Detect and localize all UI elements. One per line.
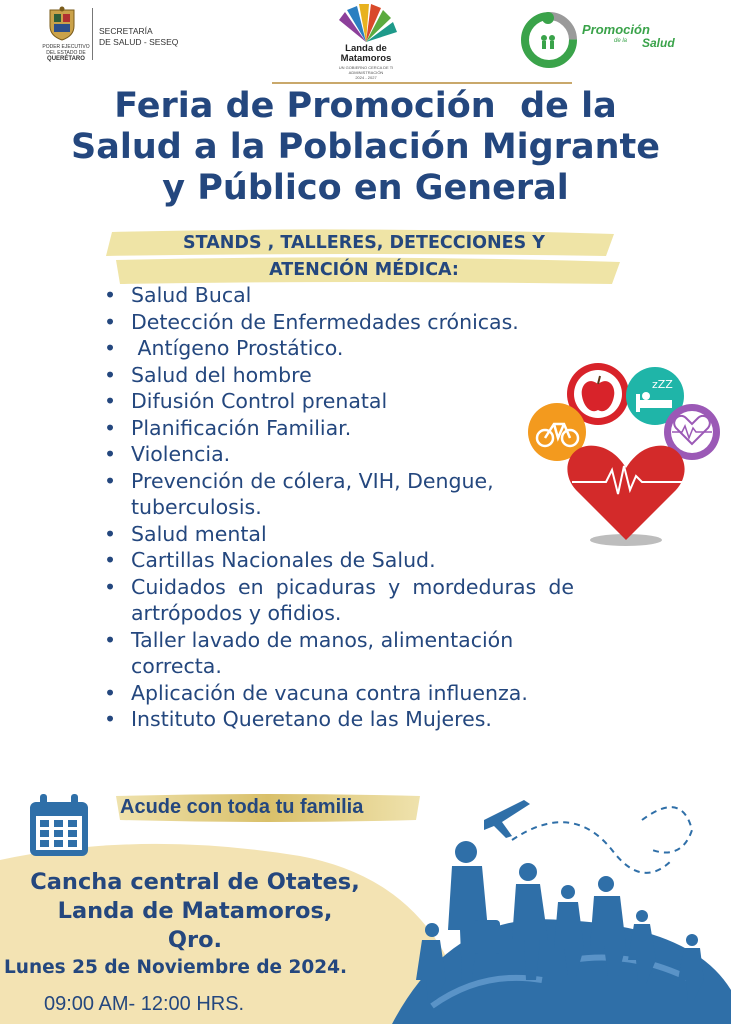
list-item: • Instituto Queretano de las Mujeres. — [104, 706, 574, 733]
subtitle-line1: STANDS , TALLERES, DETECCIONES Y — [183, 233, 545, 253]
location-line2: Landa de Matamoros, — [57, 898, 333, 924]
heart-icon — [567, 446, 684, 546]
administration-label: ADMINISTRACIÓN — [348, 70, 384, 75]
municipality-line2: Matamoros — [340, 53, 392, 64]
svg-text:zZZ: zZZ — [652, 378, 673, 391]
state-name: QUERÉTARO — [47, 56, 85, 62]
program-word2: de la — [614, 38, 628, 44]
title-line3: y Público en General — [162, 168, 569, 208]
call-to-action: Acude con toda tu familia — [120, 796, 364, 818]
list-item: • Aplicación de vacuna contra influenza. — [104, 680, 574, 707]
list-item: • Detección de Enfermedades crónicas. — [104, 309, 574, 336]
health-icons-cluster — [524, 362, 724, 548]
event-hours: 09:00 AM- 12:00 HRS. — [44, 993, 245, 1015]
administration-years: 2024 - 2027 — [355, 75, 377, 80]
state-seal-line: DEL ESTADO DE — [46, 50, 86, 56]
list-item: • Planificación Familiar. — [104, 415, 574, 442]
title-line2: Salud a la Población Migrante — [71, 127, 660, 167]
municipality-name — [318, 44, 414, 64]
program-word3: Salud — [642, 36, 675, 50]
health-promotion-logo-icon — [518, 8, 580, 68]
migrant-family-illustration — [392, 780, 731, 1024]
list-item: • Antígeno Prostático. — [104, 335, 574, 362]
calendar-icon — [28, 794, 90, 858]
event-location — [0, 868, 390, 955]
header-rule — [272, 82, 572, 84]
page-title — [0, 86, 731, 209]
list-item: • Salud del hombre — [104, 362, 574, 389]
logo-divider — [92, 8, 93, 60]
list-item: • Taller lavado de manos, alimentación correcta. — [104, 627, 574, 680]
location-line1: Cancha central de Otates, — [30, 869, 360, 895]
services-list — [104, 282, 574, 733]
state-seal-line: PODER EJECUTIVO — [42, 44, 90, 50]
event-date: Lunes 25 de Noviembre de 2024. — [4, 957, 348, 978]
program-word1: Promoción — [582, 22, 650, 37]
subtitle-line2: ATENCIÓN MÉDICA: — [269, 260, 459, 280]
list-item: • Salud mental — [104, 521, 574, 548]
subtitle — [104, 230, 624, 284]
agency-name — [99, 26, 178, 48]
list-item: • Violencia. — [104, 441, 574, 468]
agency-line2: DE SALUD - SESEQ — [99, 37, 179, 47]
list-item: • Difusión Control prenatal — [104, 388, 574, 415]
agency-line1: SECRETARÍA — [99, 26, 153, 36]
municipality-logo-icon — [333, 2, 399, 44]
list-item: • Salud Bucal — [104, 282, 574, 309]
municipality-line1: Landa de — [345, 43, 387, 54]
list-item: • Prevención de cólera, VIH, Dengue, tuberculosis. — [104, 468, 574, 521]
list-item: • Cartillas Nacionales de Salud. — [104, 547, 574, 574]
location-line3: Qro. — [167, 927, 223, 953]
list-item: • Cuidados en picaduras y mordeduras de artrópodos y ofidios. — [104, 574, 574, 627]
state-seal-caption — [36, 44, 96, 62]
municipality-small-print — [318, 65, 414, 80]
title-line1: Feria de Promoción de la — [114, 86, 617, 126]
state-seal-icon — [44, 6, 80, 42]
municipality-tagline: UN GOBIERNO CERCA DE TI — [338, 65, 394, 70]
